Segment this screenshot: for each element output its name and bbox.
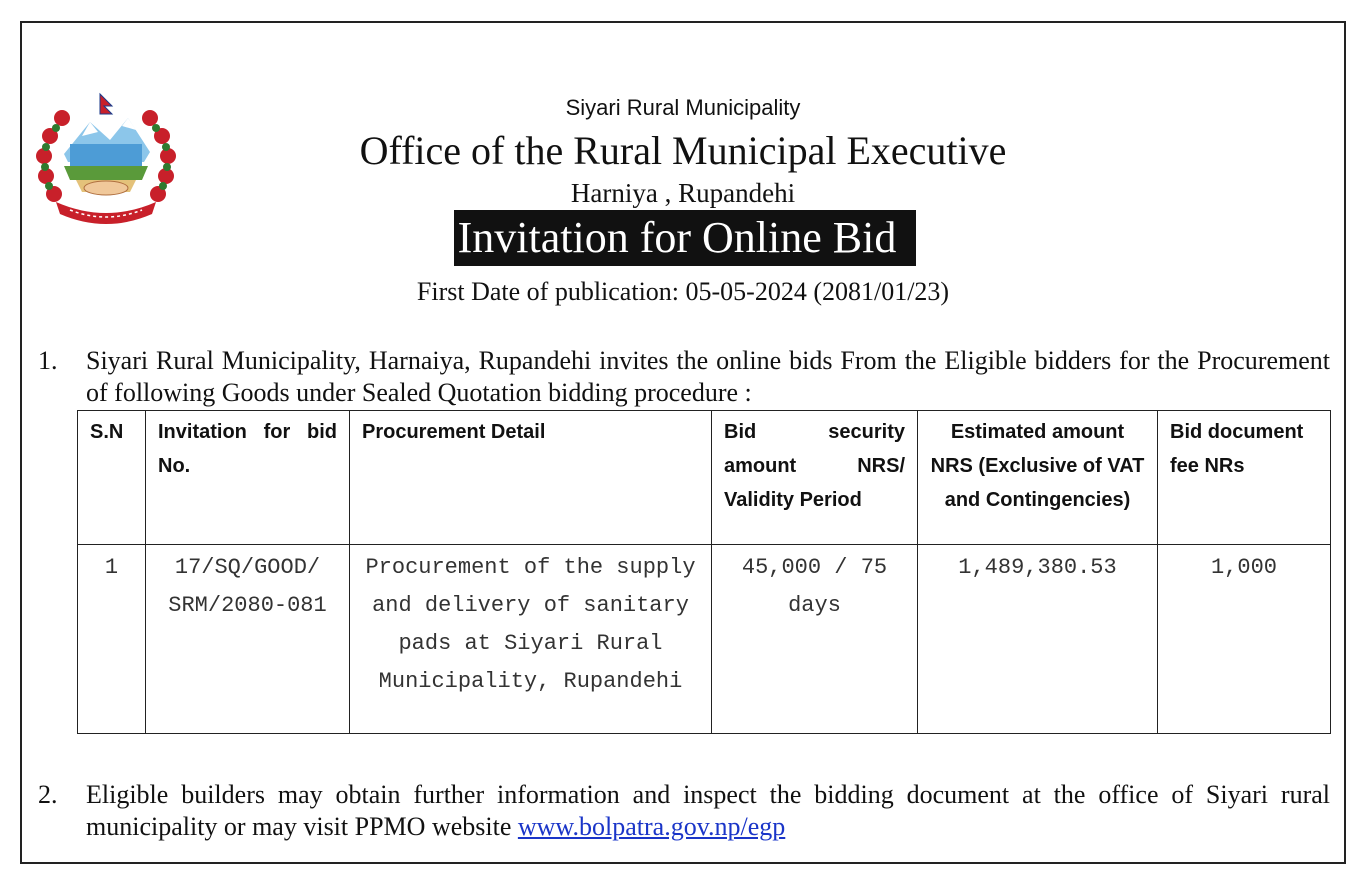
paragraph-2 <box>38 779 1330 843</box>
column-header-bid-security: Bid security amount NRS/ Validity Period <box>712 411 918 545</box>
paragraph-1 <box>38 345 1330 409</box>
column-header-document-fee: Bid document fee NRs <box>1158 411 1331 545</box>
paragraph-text <box>86 779 1330 843</box>
paragraph-number: 2. <box>38 780 58 809</box>
table-row <box>78 545 1331 734</box>
cell-estimated-amount: 1,489,380.53 <box>918 545 1158 734</box>
notice-title: Invitation for Online Bid <box>454 210 917 266</box>
paragraph-body: Eligible builders may obtain further information and inspect the bidding document at the office of Siyari rural municipality or may visit PPMO website <box>86 780 1330 841</box>
cell-document-fee: 1,000 <box>1158 545 1331 734</box>
office-title: Office of the Rural Municipal Executive <box>359 128 1007 173</box>
cell-sn: 1 <box>78 545 146 734</box>
cell-procurement-detail: Procurement of the supply and delivery of sanitary pads at Siyari Rural Municipality, Rupandehi <box>350 545 712 734</box>
cell-bid-no: 17/SQ/GOOD/ SRM/2080-081 <box>146 545 350 734</box>
table-header-row <box>78 411 1331 545</box>
municipality-name: Siyari Rural Municipality <box>565 95 801 120</box>
column-header-sn: S.N <box>78 411 146 545</box>
column-header-procurement-detail: Procurement Detail <box>350 411 712 545</box>
publication-date: First Date of publication: 05-05-2024 (2081/01/23) <box>416 277 950 306</box>
column-header-estimated-amount: Estimated amount NRS (Exclusive of VAT and Contingencies) <box>918 411 1158 545</box>
ppmo-website-link[interactable]: www.bolpatra.gov.np/egp <box>517 812 786 841</box>
paragraph-text: Siyari Rural Municipality, Harnaiya, Rupandehi invites the online bids From the Eligible bidders for the Procurement of following Goods under Sealed Quotation bidding procedure : <box>86 346 1330 407</box>
cell-bid-security: 45,000 / 75 days <box>712 545 918 734</box>
column-header-bid-no: Invitation for bid No. <box>146 411 350 545</box>
notice-title-wrapper <box>0 210 1366 266</box>
office-location: Harniya , Rupandehi <box>570 178 796 208</box>
bid-table <box>77 410 1331 734</box>
paragraph-number: 1. <box>38 346 58 375</box>
